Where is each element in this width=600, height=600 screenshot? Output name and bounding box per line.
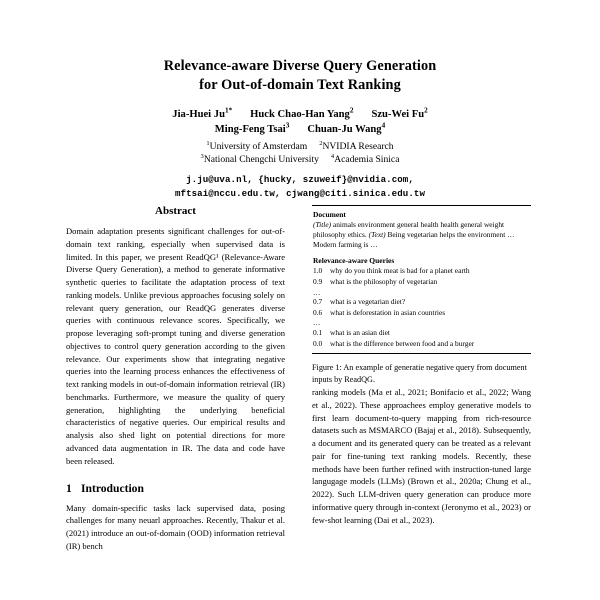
query-row	[313, 277, 530, 288]
document-text-marker: (Text)	[368, 230, 386, 240]
affiliation-name: Academia Sinica	[334, 154, 400, 166]
email-line-2: mftsai@nccu.edu.tw, cjwang@citi.sinica.edu.tw	[174, 188, 426, 200]
author-list	[0, 107, 600, 201]
author-affiliation-marker: 2	[424, 106, 428, 115]
author-affiliation-marker: 4	[381, 121, 386, 130]
affiliation-name: National Chengchi University	[203, 154, 319, 166]
right-column-text: ranking models (Ma et al., 2021; Bonifacio et al., 2022; Wang et al., 2022). These approachees employ generative models to first learn document-to-query mapping from rich-resource datasets such as MSMARCO (Bajaj et al., 2018). Subsequently, a document and its generated query can be treated as a relevant pair for fine-tuning text ranking models. Recently, these methods have been further refined with instruction-tuned large langugage models (LLMs) (Brown et al., 2020a; Chung et al., 2022). Such LLM-driven query generation can produce more informative query through in-context (Jeronymo et al., 2023) or few-shot learning (Dai et al., 2023).	[312, 387, 531, 525]
introduction-text: Many domain-specific tasks lack supervised data, posing challenges for many neuarl approaches. Recently, Thakur et al. (2021) introduce an out-of-domain (OOD) information retrieval (IR) bench	[66, 502, 285, 551]
body-columns	[0, 205, 600, 600]
query-text: what is deforestation in asian countries	[330, 307, 446, 317]
query-text: what is an asian diet	[330, 328, 390, 338]
query-text: what is a vegetarian diet?	[330, 297, 406, 307]
author-name: Ming-Feng Tsai	[214, 123, 286, 135]
query-row	[313, 297, 530, 308]
page-title	[90, 57, 510, 95]
query-score: 0.0	[313, 338, 323, 348]
author-entry	[371, 107, 427, 122]
author-entry	[250, 107, 353, 122]
document-text-content: Being vegetarian helps the environment … Modern farming is …	[313, 230, 515, 250]
query-text: what is the philosophy of vegetarian	[330, 276, 438, 286]
query-ellipsis: …	[313, 287, 321, 297]
query-score: 0.1	[313, 328, 323, 338]
affiliation-entry	[206, 140, 307, 153]
affiliation-row-2	[0, 153, 600, 166]
author-name: Jia-Huei Ju	[172, 108, 225, 120]
author-emails	[0, 173, 600, 201]
affiliation-row-1	[0, 140, 600, 153]
author-name: Szu-Wei Fu	[371, 108, 425, 120]
author-row-2	[0, 122, 600, 137]
right-column	[312, 205, 531, 600]
author-entry	[215, 122, 290, 137]
figure-1	[312, 205, 531, 386]
query-score: 0.6	[313, 307, 323, 317]
affiliation-marker: 3	[200, 152, 204, 160]
paper-title-line-2: for Out-of-domain Text Ranking	[199, 76, 401, 93]
query-score: 1.0	[313, 266, 323, 276]
figure-example-box	[312, 205, 531, 354]
figure-caption: Figure 1: An example of generatie negative query from document inputs by ReadQG.	[312, 363, 527, 385]
author-entry	[172, 107, 232, 122]
figure-queries-label: Relevance-aware Queries	[313, 256, 395, 266]
author-affiliation-marker: 3	[285, 121, 290, 130]
query-row	[313, 328, 530, 339]
query-score: 0.7	[313, 297, 323, 307]
affiliation-marker: 2	[319, 139, 323, 147]
affiliation-entry	[201, 153, 319, 166]
relevance-query-list	[313, 266, 530, 349]
document-title-content: animals environment general health health general weight philosophy ethics.	[313, 220, 505, 240]
affiliation-marker: 4	[330, 152, 335, 160]
section-number: 1	[66, 481, 72, 495]
query-row	[313, 266, 530, 277]
author-name: Huck Chao-Han Yang	[250, 108, 350, 120]
document-title-marker: (Title)	[313, 220, 332, 229]
author-name: Chuan-Ju Wang	[307, 123, 382, 135]
figure-document-label: Document	[313, 210, 346, 219]
paper-title-line-1: Relevance-aware Diverse Query Generation	[163, 58, 437, 74]
figure-document-text	[313, 220, 530, 250]
introduction-heading	[66, 482, 285, 495]
affiliation-entry	[331, 153, 400, 166]
query-text: why do you think meat is bad for a planet earth	[330, 266, 470, 276]
query-text: what is the difference between food and a burger	[330, 338, 475, 348]
left-column	[66, 205, 285, 600]
affiliation-name: University of Amsterdam	[209, 140, 308, 152]
section-title: Introduction	[81, 481, 144, 495]
affiliation-entry	[319, 140, 393, 153]
email-line-1: j.ju@uva.nl, {hucky, szuweif}@nvidia.com,	[186, 174, 414, 186]
author-affiliation-marker: 2	[349, 106, 354, 115]
query-row	[313, 308, 530, 319]
query-row	[313, 339, 530, 350]
affiliation-name: NVIDIA Research	[322, 140, 394, 152]
abstract-text: Domain adaptation presents significant challenges for out-of-domain text ranking, especially when supervised data is limited. In this paper, we present ReadQG¹ (Relevance-Aware Diverse Query Generation), a method to generate informative synthetic queries to facilitate the adaptation process of text ranking models. Unlike previous approaches focusing solely on relevant query generation, our ReadQG generates diverse queries with continuous relevance scores. Specifically, we propose leveraging soft-prompt tuning and diverse generation objectives to control query generation according to the given relevance. Our experiments show that integrating negative queries into the learning process enhances the effectiveness of text ranking models in out-of-domain information retrieval (IR) benchmarks. Furthermore, we measure the quality of query generation, highlighting the underlying beneficial characteristics of negative queries. Our empirical results and analysis also shed light on potential directions for more advanced data augmentation in IR. The data and code have been released.	[66, 226, 285, 466]
affiliation-marker: 1	[206, 139, 210, 147]
query-ellipsis: …	[313, 318, 321, 328]
author-affiliation-marker: 1*	[224, 106, 233, 115]
abstract-heading: Abstract	[155, 205, 196, 217]
title-block	[0, 0, 600, 201]
affiliation-list	[0, 140, 600, 166]
author-entry	[307, 122, 385, 137]
query-score: 0.9	[313, 276, 323, 286]
author-row-1	[0, 107, 600, 122]
